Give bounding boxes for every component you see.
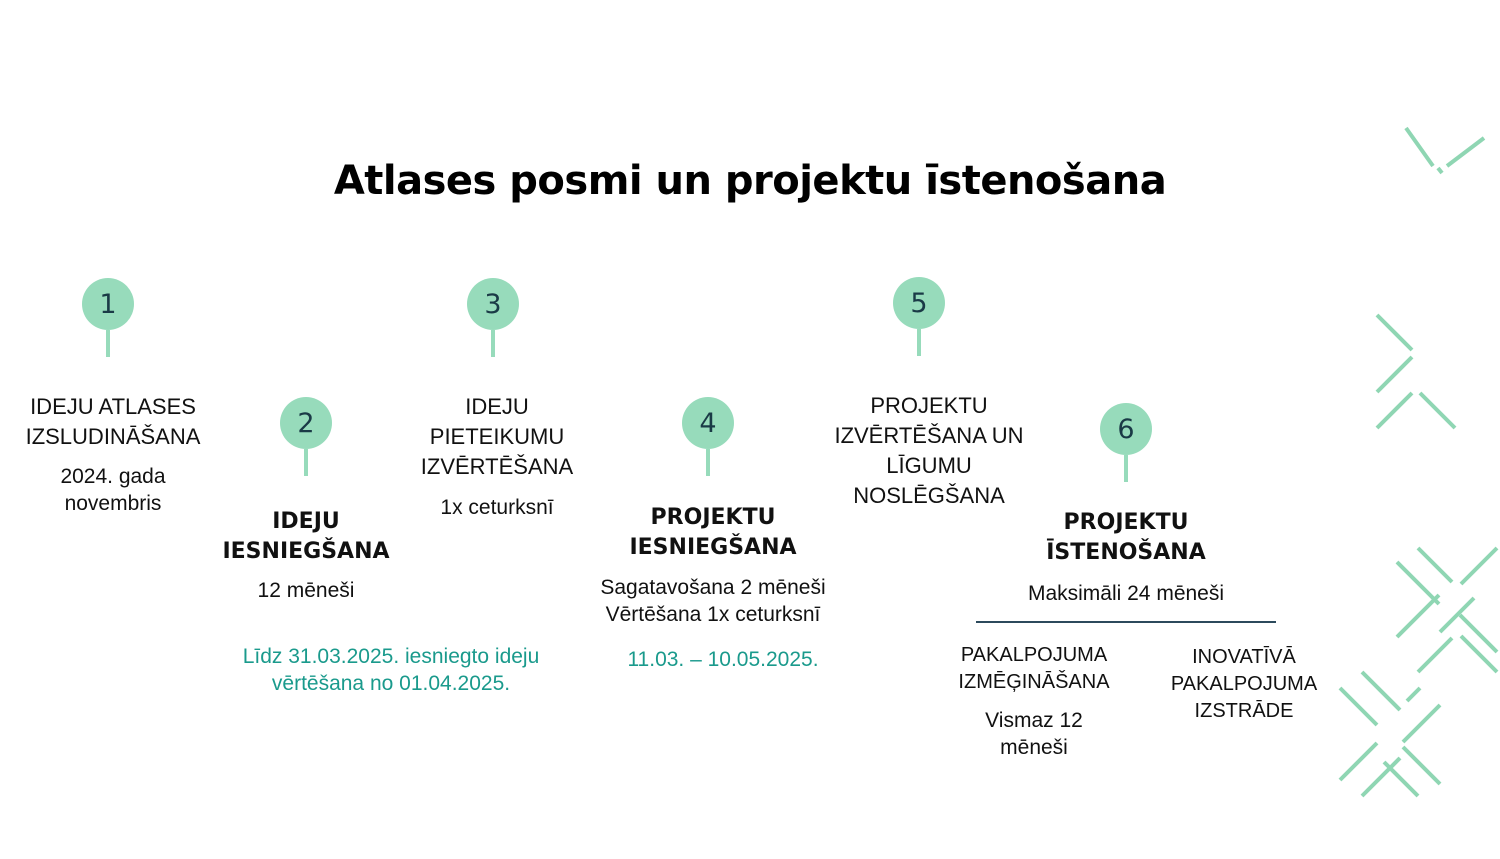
step-3-title: IDEJU PIETEIKUMU IZVĒRTĒŠANA (420, 394, 574, 479)
step-6-title: PROJEKTU ĪSTENOŠANA (1046, 510, 1206, 565)
step-2-detail: 12 mēneši (257, 579, 355, 602)
page-title: Atlases posmi un projektu īstenošana (333, 158, 1167, 204)
step-2-title: IDEJU IESNIEGŠANA (222, 509, 390, 564)
step-1-title: IDEJU ATLASES IZSLUDINĀŠANA (25, 394, 201, 449)
step-4-title: PROJEKTU IESNIEGŠANA (629, 505, 797, 560)
step-3-number: 3 (467, 278, 519, 330)
step-4-note: 11.03. – 10.05.2025. (627, 648, 819, 671)
step-1-detail: 2024. gada novembris (60, 465, 166, 515)
branch-1-title: PAKALPOJUMA IZMĒĢINĀŠANA (958, 644, 1110, 693)
step-5-title: PROJEKTU IZVĒRTĒŠANA UN LĪGUMU NOSLĒGŠANA (834, 393, 1024, 508)
step-2-note: Līdz 31.03.2025. iesniegto ideju vērtēšana no 01.04.2025. (242, 645, 540, 695)
branch-1-detail: Vismaz 12 mēneši (985, 709, 1083, 759)
step-2-number: 2 (280, 397, 332, 449)
step-6-detail: Maksimāli 24 mēneši (1027, 582, 1225, 605)
step-6-number: 6 (1100, 403, 1152, 455)
step-5-number: 5 (893, 277, 945, 329)
branch-2-title: INOVATĪVĀ PAKALPOJUMA IZSTRĀDE (1170, 646, 1318, 722)
step-1-number: 1 (82, 278, 134, 330)
step-4-number: 4 (682, 397, 734, 449)
step-4-detail-1: Sagatavošana 2 mēneši (600, 576, 826, 599)
step-4-detail-2: Vērtēšana 1x ceturksnī (605, 603, 821, 626)
step-3-detail: 1x ceturksnī (440, 496, 554, 519)
